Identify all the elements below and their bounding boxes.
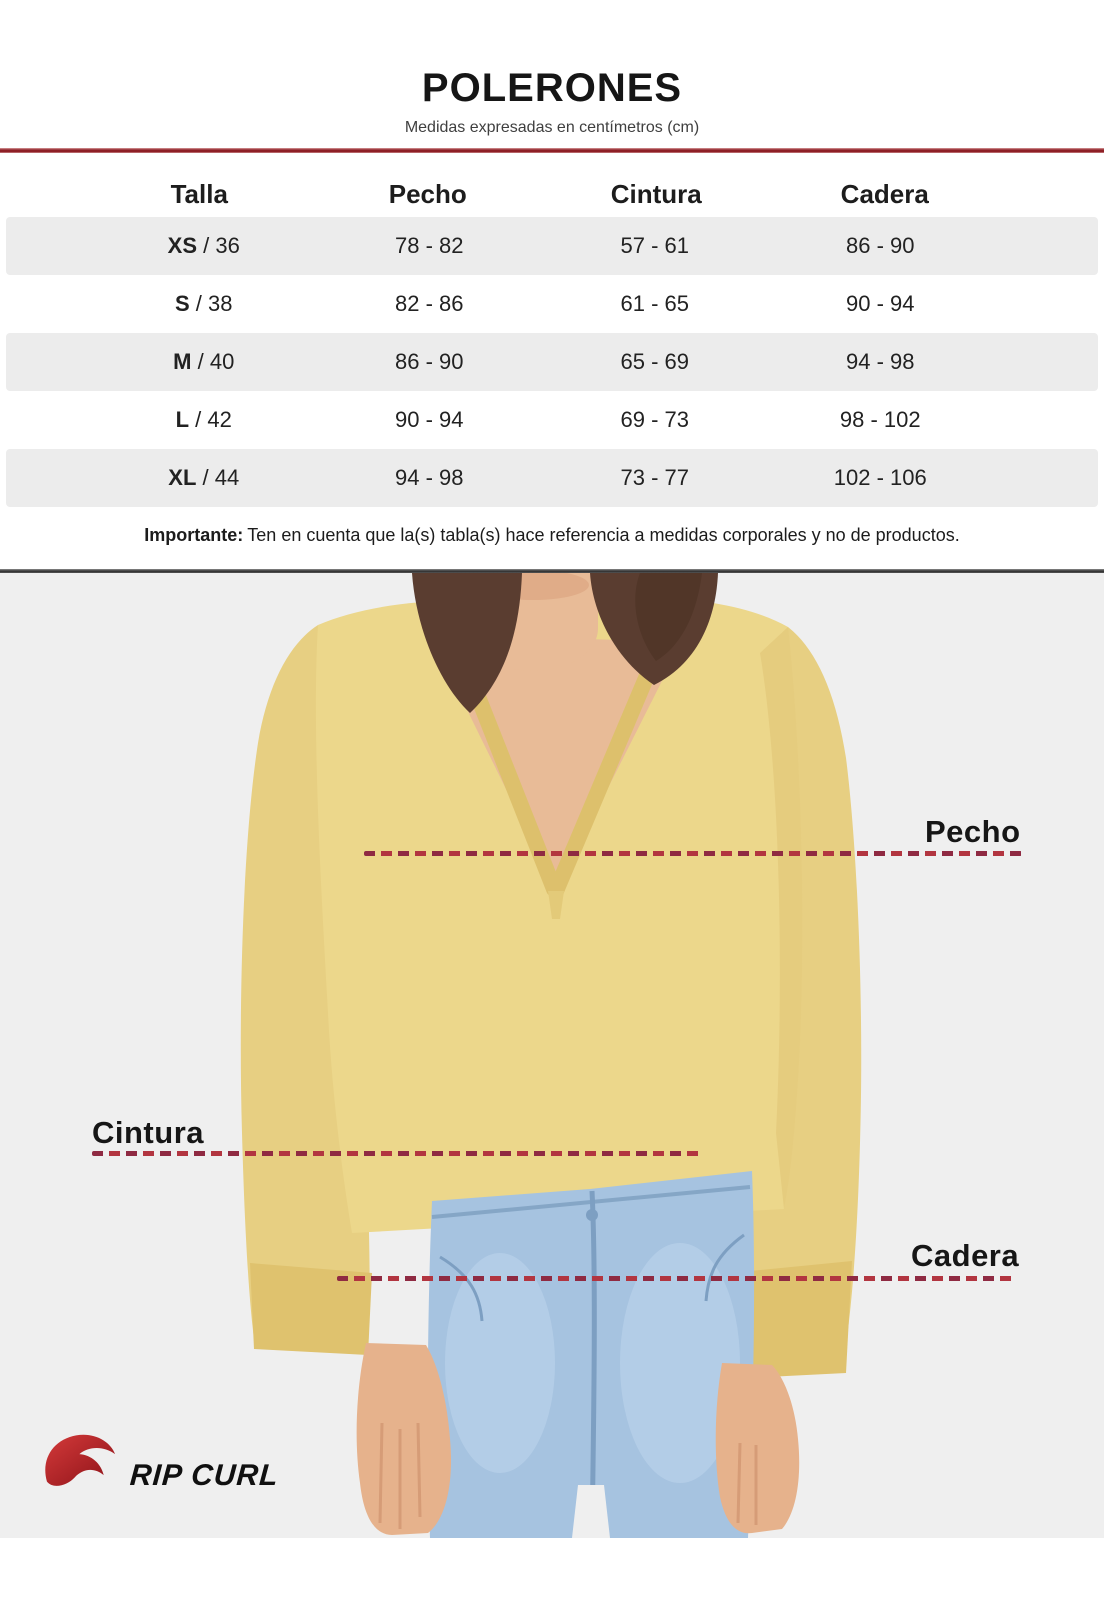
important-note-label: Importante:: [144, 525, 244, 545]
size-label: XS: [167, 233, 198, 258]
table-row: [6, 217, 1098, 275]
column-header-talla: Talla: [170, 179, 228, 209]
size-rest: / 44: [196, 465, 240, 490]
size-rest: / 40: [191, 349, 235, 374]
rip-curl-logo: [40, 1433, 279, 1493]
cadera-dashed-line: [337, 1276, 1013, 1281]
pecho-value: 94 - 98: [395, 465, 464, 490]
pecho-value: 78 - 82: [395, 233, 464, 258]
size-label: L: [175, 407, 190, 432]
cintura-dashed-line: [92, 1151, 703, 1156]
table-row: [6, 391, 1098, 449]
size-cell: [91, 349, 317, 375]
page-title: POLERONES: [421, 66, 683, 110]
size-label: S: [175, 291, 190, 316]
page-subtitle: Medidas expresadas en centímetros (cm): [404, 119, 700, 136]
size-cell: [91, 407, 317, 433]
important-note: [0, 523, 1104, 547]
pecho-dashed-line: [364, 851, 1022, 856]
size-cell: [91, 465, 317, 491]
cadera-label: Cadera: [911, 1238, 1020, 1273]
cadera-value: 86 - 90: [846, 233, 915, 258]
cadera-value: 94 - 98: [846, 349, 915, 374]
column-header-cintura: Cintura: [610, 179, 702, 209]
brand-name: RIP CURL: [128, 1459, 280, 1492]
important-note-text: Ten en cuenta que la(s) tabla(s) hace referencia a medidas corporales y no de productos.: [247, 525, 960, 545]
size-label: M: [173, 349, 192, 374]
table-row: [6, 333, 1098, 391]
size-table: [0, 153, 1104, 507]
cintura-value: 65 - 69: [620, 349, 689, 374]
table-row: [6, 449, 1098, 507]
model-photo-illustration: [0, 573, 1104, 1538]
size-label: XL: [168, 465, 197, 490]
cadera-value: 98 - 102: [839, 407, 921, 432]
cadera-value: 90 - 94: [846, 291, 915, 316]
size-cell: [91, 233, 317, 259]
product-photo: [0, 573, 1104, 1538]
cintura-value: 57 - 61: [620, 233, 689, 258]
size-cell: [91, 291, 317, 317]
cintura-value: 61 - 65: [620, 291, 689, 316]
size-rest: / 42: [189, 407, 232, 432]
cadera-value: 102 - 106: [833, 465, 927, 490]
cintura-label: Cintura: [92, 1115, 204, 1150]
table-row: [6, 275, 1098, 333]
size-table-body: [0, 217, 1104, 507]
cintura-value: 73 - 77: [620, 465, 689, 490]
size-table-header: [0, 153, 1104, 217]
pecho-label: Pecho: [925, 814, 1021, 849]
size-rest: / 38: [189, 291, 233, 316]
size-rest: / 36: [197, 233, 240, 258]
cintura-value: 69 - 73: [620, 407, 689, 432]
page-header: [0, 0, 1104, 136]
pecho-value: 82 - 86: [395, 291, 464, 316]
column-header-cadera: Cadera: [840, 179, 929, 209]
rip-curl-wave-icon: [40, 1433, 122, 1493]
column-header-pecho: Pecho: [388, 179, 467, 209]
pecho-value: 90 - 94: [395, 407, 464, 432]
pecho-value: 86 - 90: [395, 349, 464, 374]
